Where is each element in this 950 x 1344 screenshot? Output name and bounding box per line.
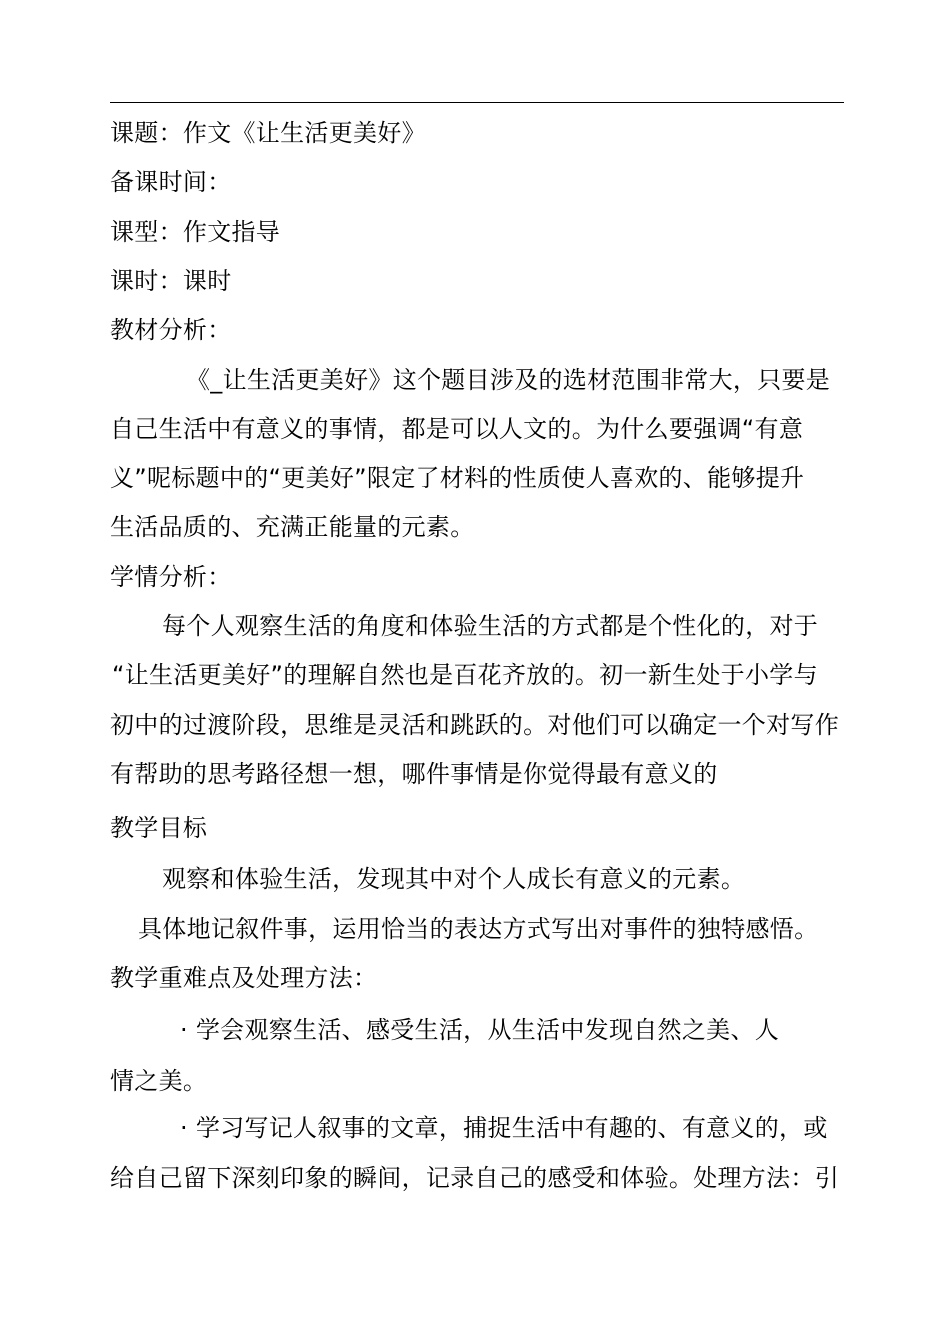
paragraph-line: 有帮助的思考路径想一想，哪件事情是你觉得最有意义的 [110, 760, 718, 788]
prep-time-label: 备课时间： [110, 168, 232, 196]
paragraph-line: 《_让生活更美好》这个题目涉及的选材范围非常大，只要是 [186, 366, 831, 394]
paragraph-line: 每个人观察生活的角度和体验生活的方式都是个性化的，对于 [162, 612, 819, 640]
paragraph-line: “让生活更美好”的理解自然也是百花齐放的。初一新生处于小学与 [112, 661, 818, 689]
key-point-item: · 学会观察生活、感受生活，从生活中发现自然之美、人 [180, 1016, 780, 1044]
key-point-item: · 学习写记人叙事的文章，捕捉生活中有趣的、有意义的，或 [180, 1114, 828, 1142]
paragraph-line: 初中的过渡阶段，思维是灵活和跳跃的。对他们可以确定一个对写作 [110, 711, 839, 739]
goal-item: 具体地记叙件事，运用恰当的表达方式写出对事件的独特感悟。 [138, 915, 819, 943]
key-points-heading: 教学重难点及处理方法： [110, 964, 378, 992]
paragraph-line: 自己生活中有意义的事情，都是可以人文的。为什么要强调“有意 [110, 415, 804, 443]
paragraph-line: 情之美。 [110, 1067, 208, 1095]
student-analysis-heading: 学情分析： [110, 563, 232, 591]
paragraph-line: 义”呢标题中的“更美好”限定了材料的性质使人喜欢的、能够提升 [110, 464, 805, 492]
teaching-goals-heading: 教学目标 [110, 814, 208, 842]
lesson-title: 课题：作文《让生活更美好》 [110, 119, 426, 147]
paragraph-line: 生活品质的、充满正能量的元素。 [110, 513, 475, 541]
textbook-analysis-heading: 教材分析： [110, 316, 232, 344]
paragraph-line: 给自己留下深刻印象的瞬间，记录自己的感受和体验。处理方法：引 [110, 1164, 839, 1192]
goal-item: 观察和体验生活，发现其中对个人成长有意义的元素。 [162, 865, 746, 893]
header-rule [110, 102, 844, 103]
lesson-hours: 课时：课时 [110, 267, 232, 295]
lesson-type: 课型：作文指导 [110, 218, 281, 246]
